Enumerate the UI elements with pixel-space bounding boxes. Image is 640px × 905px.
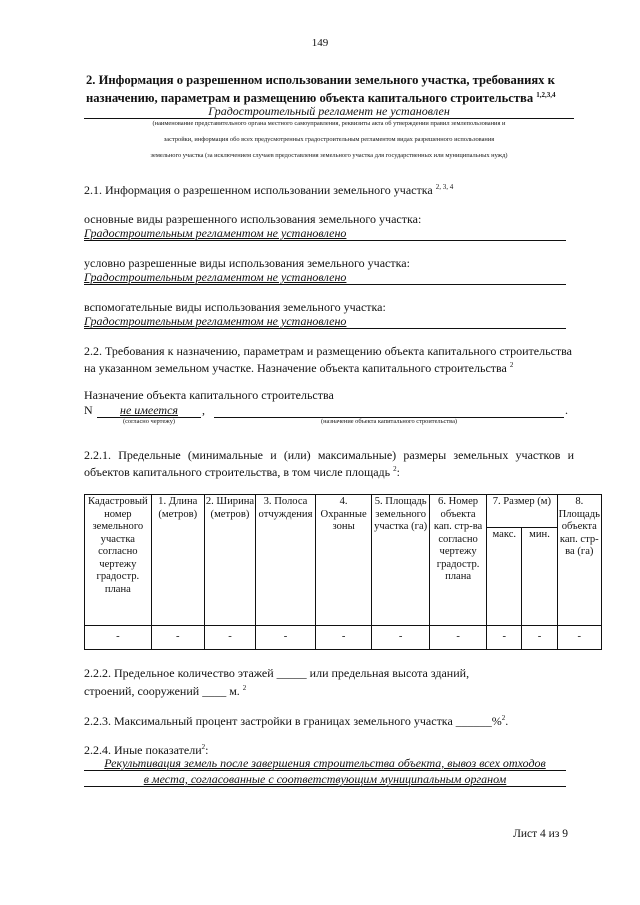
s224-value-1-text: Рекультивация земель после завершения строительства объекта, вывоз всех отходов xyxy=(104,756,546,770)
s224-value-line-1 xyxy=(84,756,566,771)
s223-footnote: 2 xyxy=(501,714,506,722)
n-value-text: не имеется xyxy=(119,403,178,417)
section-2-title-text: 2. Информация о разрешенном использовании земельного участка, требованиях к назначению, параметрам и размещению объекта капитального строительства xyxy=(86,73,555,106)
sheet-footer: Лист 4 из 9 xyxy=(513,828,568,840)
main-uses-label: основные виды разрешенного использования земельного участка: xyxy=(84,212,422,226)
s21-heading-footnote: 2, 3, 4 xyxy=(435,183,454,191)
s223-end: . xyxy=(505,714,509,728)
col-header-objarea: 8. Площадь объекта кап. стр-ва (га) xyxy=(557,495,601,626)
auxiliary-uses-value xyxy=(84,314,566,329)
table-cell: - xyxy=(430,626,487,650)
col-header-min: мин. xyxy=(522,528,557,626)
section-2-title-footnote: 1,2,3,4 xyxy=(536,91,556,99)
col-header-width: 2. Ширина (метров) xyxy=(204,495,255,626)
n-label: N xyxy=(84,403,93,417)
n-caption: (согласно чертежу) xyxy=(122,418,176,425)
s223-line xyxy=(84,711,508,728)
n-value xyxy=(97,403,201,418)
col-header-cadastral: Кадастровый номер земельного участка согласно чертежу градостр. плана xyxy=(85,495,152,626)
regulation-note-line-3: земельного участка (за исключением случаев предоставления земельного участка для государственных или муниципальных нужд) xyxy=(150,152,508,159)
table-cell: - xyxy=(557,626,601,650)
s224-heading xyxy=(84,740,208,757)
conditional-uses-label: условно разрешенные виды использования земельного участка: xyxy=(84,256,410,270)
purpose-value-line xyxy=(214,403,564,418)
table-row xyxy=(85,626,602,650)
col-header-strip: 3. Полоса отчуждения xyxy=(256,495,316,626)
table-cell: - xyxy=(372,626,430,650)
conditional-uses-value xyxy=(84,270,566,285)
s224-colon: : xyxy=(205,743,209,757)
table-cell: - xyxy=(522,626,557,650)
col-header-length: 1. Длина (метров) xyxy=(151,495,204,626)
s224-footnote: 2 xyxy=(201,743,206,751)
table-cell: - xyxy=(85,626,152,650)
s222-line-2-text: строений, сооружений ____ м. xyxy=(84,684,240,698)
s22-heading xyxy=(84,344,572,375)
s221-heading-footnote: 2 xyxy=(393,465,397,473)
section-2-title xyxy=(86,73,586,106)
s222-footnote: 2 xyxy=(242,684,247,692)
table-cell: - xyxy=(315,626,371,650)
conditional-uses-value-text: Градостроительным регламентом не установлено xyxy=(84,270,347,284)
s21-heading-text: 2.1. Информация о разрешенном использовании земельного участка xyxy=(84,183,433,197)
col-header-objnum: 6. Номер объекта кап. стр-ва согласно чертежу градостр. плана xyxy=(430,495,487,626)
parameters-table xyxy=(84,494,602,650)
purpose-label: Назначение объекта капитального строительства xyxy=(84,388,334,402)
s224-value-2-text: в места, согласованные с соответствующим муниципальным органом xyxy=(143,772,507,786)
auxiliary-uses-value-text: Градостроительным регламентом не установлено xyxy=(84,314,347,328)
auxiliary-uses-label: вспомогательные виды использования земельного участка: xyxy=(84,300,386,314)
table-cell: - xyxy=(151,626,204,650)
purpose-end: . xyxy=(565,403,568,417)
regulation-value: Градостроительный регламент не установлен xyxy=(84,104,574,119)
s223-text: 2.2.3. Максимальный процент застройки в границах земельного участка ______% xyxy=(84,714,502,728)
n-comma: , xyxy=(202,403,205,417)
s22-heading-footnote: 2 xyxy=(509,361,514,369)
table-cell: - xyxy=(204,626,255,650)
regulation-note-line-2: застройки, информация обо всех предусмотренных градостроительным регламентом видах разрешенного использования xyxy=(163,136,495,143)
s22-heading-text: 2.2. Требования к назначению, параметрам и размещению объекта капитального строительства на указанном земельном участке. Назначение объекта капитального строительства xyxy=(84,344,572,375)
s224-heading-text: 2.2.4. Иные показатели xyxy=(84,743,202,757)
s222-line-2 xyxy=(84,681,246,698)
col-header-size: 7. Размер (м) xyxy=(487,495,557,528)
col-header-max: макс. xyxy=(487,528,522,626)
table-cell: - xyxy=(487,626,522,650)
main-uses-value xyxy=(84,226,566,241)
s221-heading-text: 2.2.1. Предельные (минимальные и (или) максимальные) размеры земельных участков и объектов капитального строительства, в том числе площадь xyxy=(84,448,574,479)
main-uses-value-text: Градостроительным регламентом не установлено xyxy=(84,226,347,240)
regulation-note-line-1: (наименование представительного органа местного самоуправления, реквизиты акта об утверждении правил землепользования и xyxy=(152,120,506,127)
s221-heading: 2.2.1. Предельные (минимальные и (или) максимальные) размеры земельных участков и объектов капитального строительства, в том числе площадь $^2$: xyxy=(84,448,574,479)
s222-line-1: 2.2.2. Предельное количество этажей _____ или предельная высота зданий, xyxy=(84,666,470,680)
s21-heading xyxy=(84,180,453,197)
purpose-caption: (назначение объекта капитального строительства) xyxy=(320,418,458,425)
col-header-area: 5. Площадь земельного участка (га) xyxy=(372,495,430,626)
col-header-protect: 4. Охранные зоны xyxy=(315,495,371,626)
page-number: 149 xyxy=(311,37,329,49)
s224-value-line-2 xyxy=(84,772,566,787)
table-cell: - xyxy=(256,626,316,650)
